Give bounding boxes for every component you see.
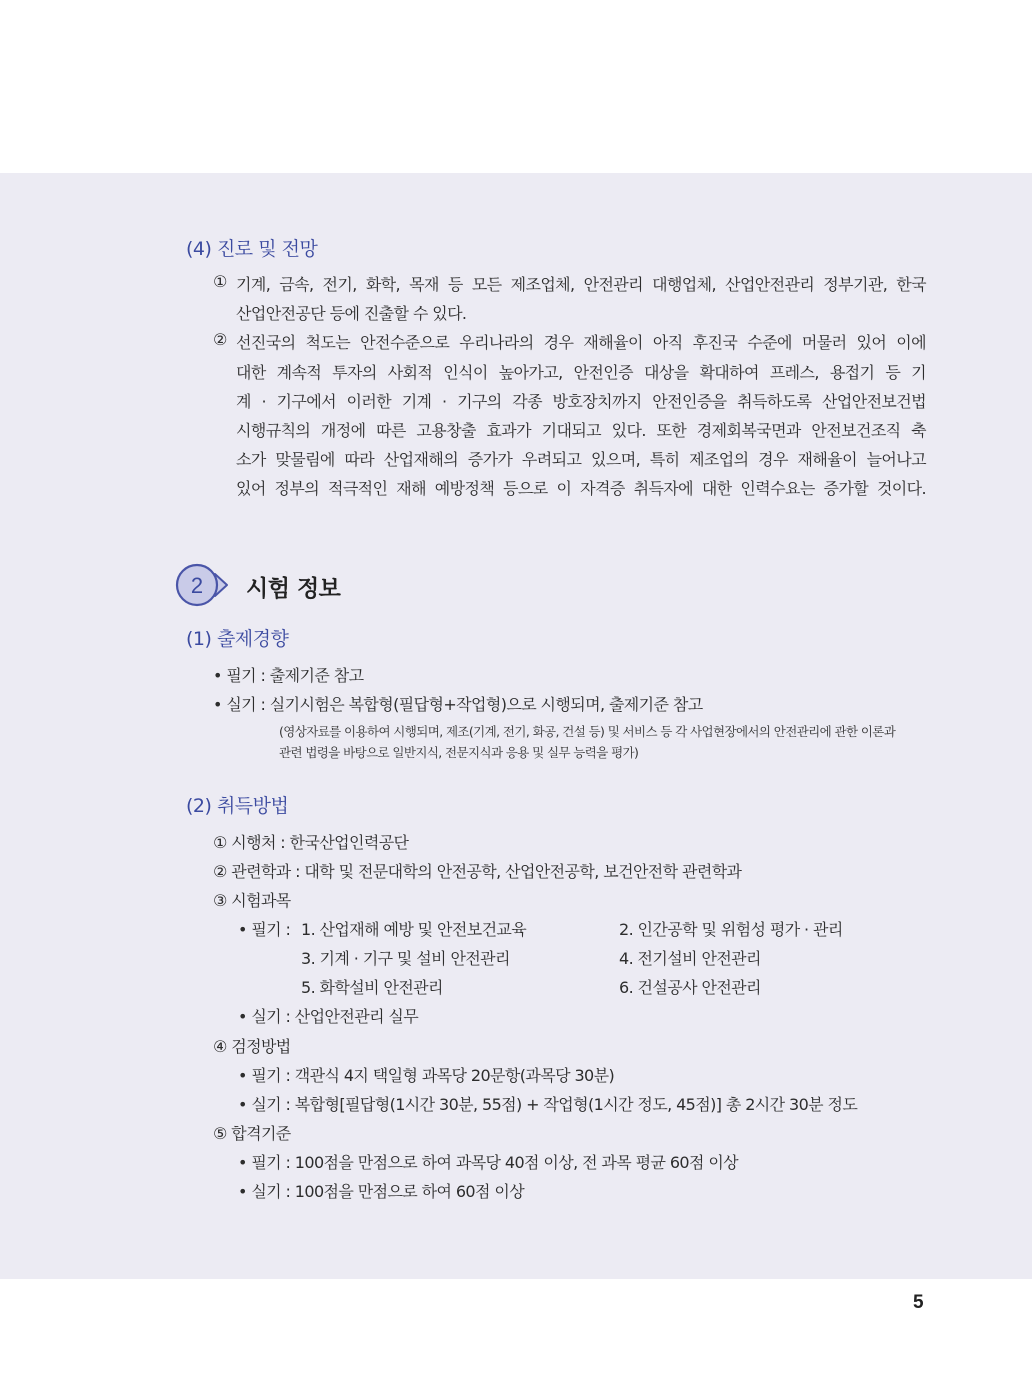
subject-item: 4. 전기설비 안전관리 <box>619 949 761 968</box>
career-item2-line: 시행규칙의 개정에 따른 고용창출 효과가 기대되고 있다. 또한 경제회복국면과 안전보건조직 축 <box>236 421 926 440</box>
trend-practical: • 실기 : 실기시험은 복합형(필답형+작업형)으로 시행되며, 출제기준 참고 <box>213 695 703 714</box>
trend-note: (영상자료를 이용하여 시행되며, 제조(기계, 전기, 화공, 건설 등) 및 서비스 등 각 사업현장에서의 안전관리에 관한 이론과 <box>279 724 896 739</box>
section-title: 시험 정보 <box>246 576 341 602</box>
section-number-badge <box>175 563 245 607</box>
method-practical: • 실기 : 복합형[필답형(1시간 30분, 55점) + 작업형(1시간 정도, 45점)] 총 2시간 30분 정도 <box>238 1095 858 1114</box>
acquire-dept: ② 관련학과 : 대학 및 전문대학의 안전공학, 산업안전공학, 보건안전학 관련학과 <box>213 862 742 881</box>
subjects-written-label: • 필기 : <box>238 920 291 939</box>
career-item2-line: 있어 정부의 적극적인 재해 예방정책 등으로 이 자격증 취득자에 대한 인력수요는 증가할 것이다. <box>236 479 926 498</box>
section-number: 2 <box>190 573 204 598</box>
subjects-practical: • 실기 : 산업안전관리 실무 <box>238 1007 419 1026</box>
career-heading: (4) 진로 및 전망 <box>186 238 318 260</box>
career-item1-line1: 기계, 금속, 전기, 화학, 목재 등 모든 제조업체, 안전관리 대행업체, 산업안전관리 정부기관, 한국 <box>236 275 926 294</box>
career-item2-num: ② <box>213 330 227 349</box>
career-item2-line: 소가 맞물림에 따라 산업재해의 증가가 우려되고 있으며, 특히 제조업의 경우 재해율이 늘어나고 <box>236 450 926 469</box>
acquire-agency: ① 시행처 : 한국산업인력공단 <box>213 833 409 852</box>
subject-item: 5. 화학설비 안전관리 <box>301 978 443 997</box>
subject-item: 3. 기계 · 기구 및 설비 안전관리 <box>301 949 510 968</box>
acquire-heading: (2) 취득방법 <box>186 795 289 817</box>
career-item1-num: ① <box>213 272 227 291</box>
pass-label: ⑤ 합격기준 <box>213 1124 291 1143</box>
page-number: 5 <box>913 1292 924 1313</box>
subject-item: 1. 산업재해 예방 및 안전보건교육 <box>301 920 527 939</box>
method-written: • 필기 : 객관식 4지 택일형 과목당 20문항(과목당 30분) <box>238 1066 615 1085</box>
subject-item: 2. 인간공학 및 위험성 평가 · 관리 <box>619 920 843 939</box>
method-label: ④ 검정방법 <box>213 1037 291 1056</box>
career-item1-line2: 산업안전공단 등에 진출할 수 있다. <box>236 304 467 323</box>
career-item2-line: 계 · 기구에서 이러한 기계 · 기구의 각종 방호장치까지 안전인증을 취득하도록 산업안전보건법 <box>236 392 926 411</box>
pass-written: • 필기 : 100점을 만점으로 하여 과목당 40점 이상, 전 과목 평균 60점 이상 <box>238 1153 739 1172</box>
subject-item: 6. 건설공사 안전관리 <box>619 978 761 997</box>
trend-note: 관련 법령을 바탕으로 일반지식, 전문지식과 응용 및 실무 능력을 평가) <box>279 745 639 760</box>
career-item2-line: 선진국의 척도는 안전수준으로 우리나라의 경우 재해율이 아직 후진국 수준에 머물러 있어 이에 <box>236 333 926 352</box>
trend-written: • 필기 : 출제기준 참고 <box>213 666 364 685</box>
trend-heading: (1) 출제경향 <box>186 628 289 650</box>
pass-practical: • 실기 : 100점을 만점으로 하여 60점 이상 <box>238 1182 525 1201</box>
subjects-label: ③ 시험과목 <box>213 891 291 910</box>
career-item2-line: 대한 계속적 투자의 사회적 인식이 높아가고, 안전인증 대상을 확대하여 프레스, 용접기 등 기 <box>236 363 926 382</box>
